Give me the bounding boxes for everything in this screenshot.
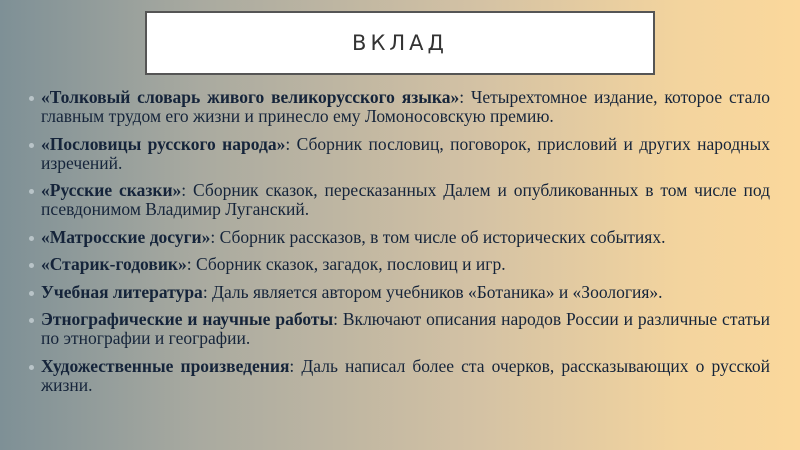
title-box [145, 11, 655, 75]
list-item [41, 310, 770, 348]
item-text: : Сборник сказок, загадок, пословиц и игр. [186, 254, 506, 274]
list-item [41, 357, 770, 395]
item-text: : Включают описания народов России и различные статьи по этнографии и географии. [41, 309, 770, 348]
item-heading: «Пословицы русского народа» [41, 133, 286, 154]
item-heading: «Толковый словарь живого великорусского языка» [41, 87, 460, 107]
item-heading: Этнографические и научные работы [41, 309, 334, 329]
list-item [41, 88, 770, 126]
list-item [41, 228, 770, 247]
list-item [41, 283, 770, 302]
item-heading: «Матросские досуги» [41, 226, 211, 247]
item-heading: «Старик-годовик» [41, 254, 187, 274]
item-heading: «Русские сказки» [41, 180, 182, 200]
list-item [41, 181, 770, 219]
item-text: : Даль написал более ста очерков, рассказывающих о русской жизни. [41, 355, 770, 395]
list-item [41, 255, 770, 274]
list-item [41, 135, 770, 173]
slide-title: ВКЛАД [352, 31, 448, 55]
item-text: : Сборник рассказов, в том числе об исторических событиях. [210, 226, 666, 247]
item-text: : Даль является автором учебников «Ботаника» и «Зоология». [202, 281, 663, 302]
item-text: : Сборник сказок, пересказанных Далем и опубликованных в том числе под псевдонимом Владимир Луганский. [41, 180, 771, 219]
contribution-list [41, 88, 770, 403]
item-heading: Учебная литература [41, 281, 203, 302]
item-heading: Художественные произведения [41, 355, 290, 376]
item-text: : Четырехтомное издание, которое стало главным трудом его жизни и принесло ему Ломоносовскую премию. [41, 87, 770, 126]
item-text: : Сборник пословиц, поговорок, присловий и других народных изречений. [41, 133, 770, 173]
